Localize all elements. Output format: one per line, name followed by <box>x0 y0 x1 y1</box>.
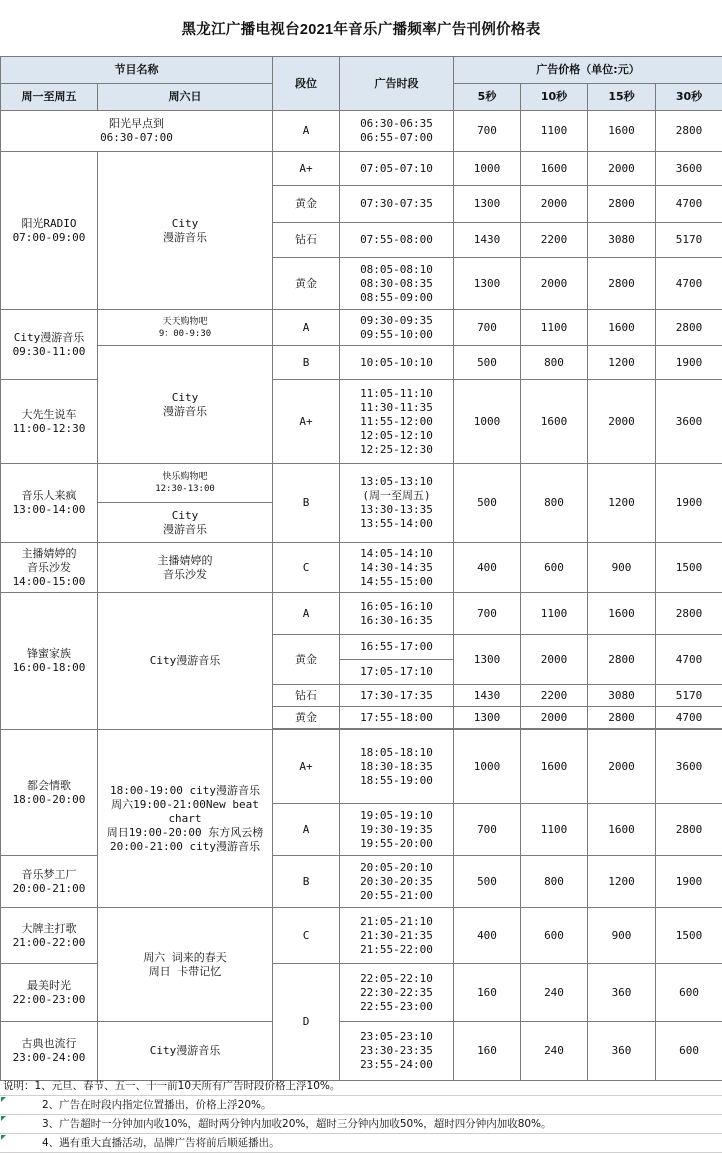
segment-cell: A <box>273 804 340 856</box>
price-5s: 700 <box>454 111 521 152</box>
cell-line: 16:30-16:35 <box>341 614 452 628</box>
cell-line: 19:55-20:00 <box>341 837 452 851</box>
price-10s: 2000 <box>521 186 588 223</box>
segment-cell: D <box>273 964 340 1081</box>
cell-line: City漫游音乐 <box>2 331 96 345</box>
price-15s: 2000 <box>588 730 656 804</box>
segment-cell: B <box>273 856 340 908</box>
table-row <box>1 346 722 380</box>
cell-line: 21:55-22:00 <box>341 943 452 957</box>
price-5s: 700 <box>454 593 521 635</box>
cell-line: 19:05-19:10 <box>341 809 452 823</box>
segment-cell: C <box>273 543 340 593</box>
price-15s: 3080 <box>588 685 656 707</box>
table-row <box>1 730 722 804</box>
cell-line: 大先生说车 <box>2 408 96 422</box>
cell-line: 10:05-10:10 <box>341 356 452 370</box>
table-row <box>1 152 722 186</box>
weekend-program-cell <box>98 464 273 503</box>
price-10s: 2200 <box>521 223 588 258</box>
cell-line: 22:05-22:10 <box>341 972 452 986</box>
table-row <box>1 908 722 964</box>
cell-line: 07:55-08:00 <box>341 233 452 247</box>
price-15s: 2800 <box>588 635 656 685</box>
header-saturday: 周六日 <box>98 84 273 111</box>
cell-line: 古典也流行 <box>2 1037 96 1051</box>
cell-line: 16:00-18:00 <box>2 661 96 675</box>
price-10s: 800 <box>521 346 588 380</box>
price-30s: 1900 <box>656 856 722 908</box>
price-15s: 2000 <box>588 380 656 464</box>
cell-line: 06:30-06:35 <box>341 117 452 131</box>
price-5s: 500 <box>454 464 521 543</box>
header-10s: 10秒 <box>521 84 588 111</box>
cell-line: 20:00-21:00 <box>2 882 96 896</box>
cell-line: 快乐购物吧 <box>99 471 271 483</box>
price-5s: 1300 <box>454 186 521 223</box>
cell-line: City漫游音乐 <box>99 1044 271 1058</box>
weekend-program-cell <box>98 346 273 464</box>
cell-line: 主播婧婷的 <box>2 547 96 561</box>
ad-time-cell <box>340 635 454 660</box>
cell-line: 20:30-20:35 <box>341 875 452 889</box>
segment-cell: A+ <box>273 730 340 804</box>
cell-line: 11:05-11:10 <box>341 387 452 401</box>
price-15s: 360 <box>588 964 656 1022</box>
segment-cell: A+ <box>273 152 340 186</box>
segment-cell: 黄金 <box>273 186 340 223</box>
price-15s: 2800 <box>588 186 656 223</box>
cell-line: 21:05-21:10 <box>341 915 452 929</box>
cell-line: 19:30-19:35 <box>341 823 452 837</box>
cell-line: 16:05-16:10 <box>341 600 452 614</box>
cell-line: 周日 卡带记忆 <box>99 965 271 979</box>
cell-line: City <box>99 217 271 231</box>
cell-line: 18:00-19:00 city漫游音乐 <box>99 784 271 798</box>
segment-cell: 黄金 <box>273 707 340 729</box>
cell-line: 12:05-12:10 <box>341 429 452 443</box>
cell-line: 20:55-21:00 <box>341 889 452 903</box>
cell-line: 13:00-14:00 <box>2 503 96 517</box>
price-10s: 240 <box>521 1022 588 1081</box>
price-30s: 4700 <box>656 258 722 310</box>
price-10s: 1100 <box>521 804 588 856</box>
price-5s: 700 <box>454 804 521 856</box>
cell-line: 14:05-14:10 <box>341 547 452 561</box>
cell-line: 16:55-17:00 <box>341 640 452 654</box>
price-5s: 1300 <box>454 707 521 729</box>
cell-line: 12:25-12:30 <box>341 443 452 457</box>
price-10s: 2000 <box>521 258 588 310</box>
cell-line: 14:55-15:00 <box>341 575 452 589</box>
cell-marker-icon <box>1 1116 6 1121</box>
program-cell <box>1 380 98 464</box>
price-15s: 1600 <box>588 111 656 152</box>
price-5s: 1300 <box>454 258 521 310</box>
cell-line: 锋蜜家族 <box>2 647 96 661</box>
ad-time-cell <box>340 258 454 310</box>
price-15s: 2800 <box>588 707 656 729</box>
ad-time-cell <box>340 1022 454 1081</box>
price-30s: 2800 <box>656 111 722 152</box>
table-row <box>1 1022 722 1081</box>
ad-time-cell <box>340 707 454 729</box>
program-cell <box>1 730 98 856</box>
program-cell <box>1 1022 98 1081</box>
page-title: 黑龙江广播电视台2021年音乐广播频率广告刊例价格表 <box>0 0 722 56</box>
cell-line: 09:55-10:00 <box>341 328 452 342</box>
cell-line: 18:05-18:10 <box>341 746 452 760</box>
table-row <box>1 111 722 152</box>
cell-line: (周一至周五) <box>341 489 452 503</box>
cell-line: 漫游音乐 <box>99 231 271 245</box>
price-10s: 2000 <box>521 635 588 685</box>
cell-line: 07:05-07:10 <box>341 162 452 176</box>
cell-line: 11:55-12:00 <box>341 415 452 429</box>
price-30s: 600 <box>656 964 722 1022</box>
note-text: 说明：1、元旦、春节、五一、十一前10天所有广告时段价格上浮10%。 <box>3 1080 340 1092</box>
cell-line: 12:30-13:00 <box>99 483 271 495</box>
price-10s: 600 <box>521 908 588 964</box>
program-cell <box>1 543 98 593</box>
ad-time-cell <box>340 804 454 856</box>
price-10s: 1100 <box>521 111 588 152</box>
program-cell <box>1 593 98 730</box>
header-15s: 15秒 <box>588 84 656 111</box>
cell-line: 07:00-09:00 <box>2 231 96 245</box>
cell-line: 音乐沙发 <box>99 568 271 582</box>
price-15s: 1200 <box>588 464 656 543</box>
ad-time-cell <box>340 685 454 707</box>
price-10s: 1600 <box>521 380 588 464</box>
cell-line: 音乐沙发 <box>2 561 96 575</box>
cell-line: 23:05-23:10 <box>341 1030 452 1044</box>
price-30s: 600 <box>656 1022 722 1081</box>
ad-time-cell <box>340 152 454 186</box>
header-segment: 段位 <box>273 57 340 111</box>
table-row <box>1 464 722 503</box>
ad-time-cell <box>340 660 454 685</box>
price-30s: 3600 <box>656 380 722 464</box>
note-text: 3、广告超时一分钟加内收10%，超时两分钟内加收20%，超时三分钟内加收50%，超时四分钟内加收80%。 <box>42 1118 552 1130</box>
cell-line: 18:55-19:00 <box>341 774 452 788</box>
price-10s: 1600 <box>521 152 588 186</box>
cell-line: 08:30-08:35 <box>341 277 452 291</box>
price-30s: 5170 <box>656 685 722 707</box>
program-cell <box>1 464 98 543</box>
price-5s: 160 <box>454 1022 521 1081</box>
ad-time-cell <box>340 380 454 464</box>
price-5s: 1000 <box>454 730 521 804</box>
segment-cell: B <box>273 464 340 543</box>
cell-line: 07:30-07:35 <box>341 197 452 211</box>
price-15s: 3080 <box>588 223 656 258</box>
price-table <box>0 56 722 1081</box>
header-5s: 5秒 <box>454 84 521 111</box>
weekend-program-cell <box>98 908 273 1022</box>
table-row <box>1 543 722 593</box>
cell-line: 周六19:00-21:00New beat <box>99 798 271 812</box>
cell-line: 20:05-20:10 <box>341 861 452 875</box>
ad-time-cell <box>340 310 454 346</box>
cell-line: 音乐人来疯 <box>2 489 96 503</box>
price-30s: 4700 <box>656 707 722 729</box>
program-cell <box>1 856 98 908</box>
price-30s: 4700 <box>656 635 722 685</box>
price-10s: 1100 <box>521 593 588 635</box>
price-5s: 1300 <box>454 635 521 685</box>
price-30s: 4700 <box>656 186 722 223</box>
header-program-name: 节目名称 <box>1 57 273 84</box>
price-30s: 3600 <box>656 152 722 186</box>
cell-line: 22:30-22:35 <box>341 986 452 1000</box>
cell-line: 08:05-08:10 <box>341 263 452 277</box>
price-5s: 160 <box>454 964 521 1022</box>
cell-line: 11:30-11:35 <box>341 401 452 415</box>
ad-time-cell <box>340 223 454 258</box>
price-30s: 2800 <box>656 310 722 346</box>
cell-line: City漫游音乐 <box>99 654 271 668</box>
segment-cell: 钻石 <box>273 223 340 258</box>
cell-line: 13:30-13:35 <box>341 503 452 517</box>
cell-line: 06:55-07:00 <box>341 131 452 145</box>
note-text: 2、广告在时段内指定位置播出，价格上浮20%。 <box>42 1099 272 1111</box>
segment-cell: A <box>273 111 340 152</box>
price-5s: 500 <box>454 346 521 380</box>
cell-marker-icon <box>1 1097 6 1102</box>
price-30s: 1900 <box>656 464 722 543</box>
table-row <box>1 310 722 346</box>
ad-time-cell <box>340 111 454 152</box>
cell-line: 9：00-9:30 <box>99 328 271 340</box>
program-cell <box>1 908 98 964</box>
note-line <box>0 1134 722 1153</box>
price-10s: 2200 <box>521 685 588 707</box>
cell-line: 23:55-24:00 <box>341 1058 452 1072</box>
cell-line: 13:05-13:10 <box>341 475 452 489</box>
price-10s: 600 <box>521 543 588 593</box>
cell-line: 阳光RADIO <box>2 217 96 231</box>
cell-line: 23:30-23:35 <box>341 1044 452 1058</box>
cell-line: 21:30-21:35 <box>341 929 452 943</box>
cell-line: 天天购物吧 <box>99 316 271 328</box>
weekend-program-cell <box>98 543 273 593</box>
price-15s: 900 <box>588 543 656 593</box>
cell-line: 阳光早点到 <box>2 117 271 131</box>
ad-time-cell <box>340 593 454 635</box>
price-30s: 2800 <box>656 593 722 635</box>
ad-time-cell <box>340 186 454 223</box>
cell-line: 音乐梦工厂 <box>2 868 96 882</box>
cell-line: 漫游音乐 <box>99 523 271 537</box>
cell-line: 13:55-14:00 <box>341 517 452 531</box>
price-5s: 1430 <box>454 685 521 707</box>
cell-line: 20:00-21:00 city漫游音乐 <box>99 840 271 854</box>
program-cell <box>1 111 273 152</box>
cell-line: 14:00-15:00 <box>2 575 96 589</box>
ad-time-cell <box>340 908 454 964</box>
price-15s: 1200 <box>588 346 656 380</box>
table-row <box>1 593 722 635</box>
ad-time-cell <box>340 856 454 908</box>
weekend-program-cell <box>98 593 273 730</box>
price-30s: 5170 <box>656 223 722 258</box>
cell-line: 最美时光 <box>2 979 96 993</box>
price-15s: 1200 <box>588 856 656 908</box>
price-10s: 800 <box>521 464 588 543</box>
program-cell <box>1 310 98 380</box>
price-30s: 1900 <box>656 346 722 380</box>
note-line <box>0 1115 722 1134</box>
weekend-program-cell <box>98 1022 273 1081</box>
header-30s: 30秒 <box>656 84 722 111</box>
cell-line: 漫游音乐 <box>99 405 271 419</box>
header-weekday: 周一至周五 <box>1 84 98 111</box>
program-cell <box>1 152 98 310</box>
ad-time-cell <box>340 543 454 593</box>
price-30s: 1500 <box>656 908 722 964</box>
weekend-program-cell <box>98 503 273 543</box>
price-15s: 1600 <box>588 804 656 856</box>
cell-line: 主播婧婷的 <box>99 554 271 568</box>
segment-cell: 黄金 <box>273 258 340 310</box>
segment-cell: C <box>273 908 340 964</box>
price-30s: 3600 <box>656 730 722 804</box>
price-15s: 2800 <box>588 258 656 310</box>
ad-time-cell <box>340 730 454 804</box>
cell-line: 09:30-11:00 <box>2 345 96 359</box>
price-15s: 360 <box>588 1022 656 1081</box>
price-10s: 1100 <box>521 310 588 346</box>
segment-cell: 钻石 <box>273 685 340 707</box>
price-10s: 800 <box>521 856 588 908</box>
cell-line: 09:30-09:35 <box>341 314 452 328</box>
price-15s: 1600 <box>588 593 656 635</box>
ad-time-cell <box>340 346 454 380</box>
price-15s: 1600 <box>588 310 656 346</box>
program-cell <box>1 964 98 1022</box>
cell-line: City <box>99 509 271 523</box>
cell-line: chart <box>99 812 271 826</box>
ad-time-cell <box>340 964 454 1022</box>
cell-line: 周日19:00-20:00 东方风云榜 <box>99 826 271 840</box>
cell-line: City <box>99 391 271 405</box>
cell-marker-icon <box>1 1135 6 1140</box>
weekend-program-cell <box>98 152 273 310</box>
cell-line: 21:00-22:00 <box>2 936 96 950</box>
segment-cell: A <box>273 310 340 346</box>
cell-line: 17:05-17:10 <box>341 665 452 679</box>
header-ad-time: 广告时段 <box>340 57 454 111</box>
ad-time-cell <box>340 464 454 543</box>
price-15s: 2000 <box>588 152 656 186</box>
cell-line: 08:55-09:00 <box>341 291 452 305</box>
header-price: 广告价格（单位:元） <box>454 57 722 84</box>
cell-line: 18:00-20:00 <box>2 793 96 807</box>
note-line <box>0 1077 722 1096</box>
cell-line: 17:30-17:35 <box>341 689 452 703</box>
segment-cell: A <box>273 593 340 635</box>
cell-line: 周六 词来的春天 <box>99 951 271 965</box>
price-30s: 1500 <box>656 543 722 593</box>
cell-line: 17:55-18:00 <box>341 711 452 725</box>
price-5s: 1000 <box>454 152 521 186</box>
header-row-1 <box>1 57 722 84</box>
cell-line: 23:00-24:00 <box>2 1051 96 1065</box>
price-5s: 1430 <box>454 223 521 258</box>
cell-line: 14:30-14:35 <box>341 561 452 575</box>
segment-cell: B <box>273 346 340 380</box>
price-10s: 1600 <box>521 730 588 804</box>
cell-line: 06:30-07:00 <box>2 131 271 145</box>
cell-line: 大牌主打歌 <box>2 922 96 936</box>
weekend-program-cell <box>98 310 273 346</box>
price-10s: 240 <box>521 964 588 1022</box>
price-5s: 400 <box>454 543 521 593</box>
note-text: 4、遇有重大直播活动，品牌广告将前后顺延播出。 <box>42 1137 280 1149</box>
price-5s: 1000 <box>454 380 521 464</box>
price-10s: 2000 <box>521 707 588 729</box>
note-line <box>0 1096 722 1115</box>
segment-cell: 黄金 <box>273 635 340 685</box>
price-5s: 500 <box>454 856 521 908</box>
weekend-program-cell <box>98 730 273 908</box>
price-15s: 900 <box>588 908 656 964</box>
cell-line: 18:30-18:35 <box>341 760 452 774</box>
cell-line: 都会情歌 <box>2 779 96 793</box>
cell-line: 22:00-23:00 <box>2 993 96 1007</box>
notes-section <box>0 1077 722 1153</box>
price-5s: 400 <box>454 908 521 964</box>
segment-cell: A+ <box>273 380 340 464</box>
price-5s: 700 <box>454 310 521 346</box>
price-30s: 2800 <box>656 804 722 856</box>
cell-line: 11:00-12:30 <box>2 422 96 436</box>
cell-line: 22:55-23:00 <box>341 1000 452 1014</box>
